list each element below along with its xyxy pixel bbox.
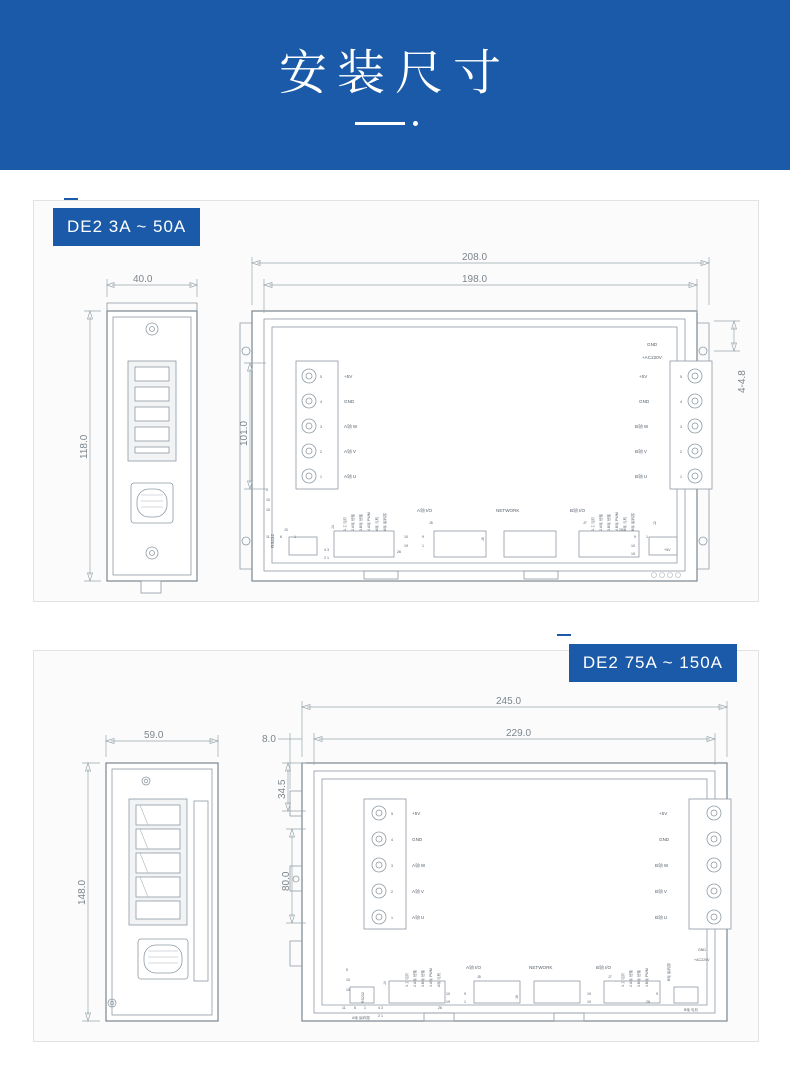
svg-text:B轴 电机: B轴 电机 — [684, 1008, 699, 1012]
svg-text:10: 10 — [346, 978, 350, 982]
svg-text:2 1: 2 1 — [378, 1014, 383, 1018]
svg-text:4 3: 4 3 — [378, 1006, 383, 1010]
svg-text:40.0: 40.0 — [133, 274, 153, 285]
svg-text:6: 6 — [280, 535, 282, 539]
svg-text:26: 26 — [646, 1000, 650, 1004]
svg-text:6: 6 — [354, 1006, 356, 1010]
svg-text:3: 3 — [680, 425, 682, 429]
svg-text:J5: J5 — [477, 975, 481, 979]
svg-text:1: 1 — [364, 1006, 366, 1010]
svg-text:B轴 V: B轴 V — [655, 889, 667, 894]
svg-text:11: 11 — [266, 535, 270, 539]
svg-text:4 3: 4 3 — [324, 548, 329, 552]
svg-text:19: 19 — [631, 552, 635, 556]
svg-text:10: 10 — [587, 1000, 591, 1004]
svg-text:+5V: +5V — [412, 811, 421, 816]
svg-text:19: 19 — [587, 992, 591, 996]
svg-text:4.A轴 PWM: 4.A轴 PWM — [367, 512, 371, 531]
svg-text:RS232: RS232 — [270, 533, 275, 548]
svg-text:3.B轴 使能: 3.B轴 使能 — [607, 513, 611, 531]
drawing-de2-3a-50a — [34, 201, 758, 601]
svg-text:80.0: 80.0 — [281, 871, 292, 891]
svg-text:19: 19 — [446, 1000, 450, 1004]
svg-text:+AC220V: +AC220V — [694, 958, 710, 962]
svg-text:1: 1 — [680, 475, 682, 479]
svg-text:1.主电源: 1.主电源 — [621, 973, 625, 987]
svg-text:10: 10 — [446, 992, 450, 996]
svg-text:A轴 编码器: A轴 编码器 — [352, 1016, 370, 1020]
svg-text:1: 1 — [294, 535, 296, 539]
svg-text:59.0: 59.0 — [144, 730, 164, 741]
svg-text:B轴 编码器: B轴 编码器 — [667, 963, 671, 981]
svg-text:B轴 编码器: B轴 编码器 — [631, 513, 635, 531]
svg-text:J4: J4 — [331, 525, 335, 529]
svg-text:19: 19 — [404, 544, 408, 548]
svg-text:2: 2 — [391, 890, 393, 894]
title-underline — [355, 122, 405, 125]
svg-text:B轴 电机: B轴 电机 — [623, 516, 627, 531]
svg-text:+5V: +5V — [344, 374, 353, 379]
svg-text:+5V: +5V — [664, 548, 671, 552]
svg-text:15: 15 — [346, 988, 350, 992]
tag-dash-2 — [557, 634, 571, 636]
svg-text:3.B轴 使能: 3.B轴 使能 — [421, 969, 425, 987]
svg-text:J6: J6 — [481, 537, 485, 541]
svg-text:1: 1 — [646, 535, 648, 539]
svg-text:10: 10 — [404, 535, 408, 539]
svg-text:NETWORK: NETWORK — [529, 965, 553, 970]
svg-text:2: 2 — [680, 450, 682, 454]
svg-text:A轴 电机: A轴 电机 — [375, 516, 379, 531]
svg-text:1: 1 — [464, 1000, 466, 1004]
svg-text:GND: GND — [639, 399, 650, 404]
svg-text:A轴 U: A轴 U — [344, 474, 357, 479]
svg-text:9: 9 — [634, 535, 636, 539]
svg-text:3.B轴 使能: 3.B轴 使能 — [359, 513, 363, 531]
svg-text:1: 1 — [391, 916, 393, 920]
svg-text:3: 3 — [320, 425, 322, 429]
svg-text:B轴 I/O: B轴 I/O — [596, 965, 612, 970]
svg-text:10: 10 — [631, 544, 635, 548]
svg-text:1: 1 — [320, 475, 322, 479]
svg-text:B轴 V: B轴 V — [635, 449, 647, 454]
svg-text:A轴 W: A轴 W — [344, 424, 358, 429]
drawing-de2-75a-150a — [34, 651, 758, 1041]
svg-text:10: 10 — [266, 498, 270, 502]
svg-text:GND: GND — [659, 837, 670, 842]
tag-dash-1 — [64, 198, 78, 200]
svg-text:B轴 W: B轴 W — [655, 863, 669, 868]
svg-text:A轴 V: A轴 V — [412, 889, 424, 894]
svg-text:5: 5 — [266, 488, 268, 492]
svg-text:+AC220V: +AC220V — [642, 355, 662, 360]
page-title: 安装尺寸 — [278, 47, 511, 100]
svg-text:148.0: 148.0 — [77, 879, 88, 905]
svg-text:J6: J6 — [515, 995, 519, 999]
svg-text:2.A轴 使能: 2.A轴 使能 — [599, 513, 603, 531]
svg-text:GND: GND — [698, 948, 706, 952]
svg-text:208.0: 208.0 — [462, 252, 488, 263]
svg-text:4: 4 — [391, 838, 393, 842]
svg-text:4: 4 — [680, 400, 682, 404]
svg-text:1.主电源: 1.主电源 — [405, 973, 409, 987]
svg-text:J7: J7 — [583, 521, 587, 525]
svg-text:A轴 电机: A轴 电机 — [437, 972, 441, 987]
svg-text:GND: GND — [412, 837, 423, 842]
title-dot — [413, 121, 418, 126]
svg-text:A轴 编码器: A轴 编码器 — [383, 513, 387, 531]
svg-text:26: 26 — [438, 1006, 442, 1010]
svg-text:1.主电源: 1.主电源 — [591, 517, 595, 531]
svg-text:118.0: 118.0 — [79, 434, 90, 459]
svg-text:34.5: 34.5 — [277, 779, 288, 799]
svg-text:+5V: +5V — [639, 374, 648, 379]
svg-text:3: 3 — [391, 864, 393, 868]
svg-text:26: 26 — [397, 550, 401, 554]
svg-text:GND: GND — [344, 399, 355, 404]
svg-text:A轴 I/O: A轴 I/O — [417, 508, 433, 513]
svg-text:+5V: +5V — [659, 811, 668, 816]
svg-text:4-4.8: 4-4.8 — [737, 370, 748, 393]
svg-text:J5: J5 — [429, 521, 433, 525]
svg-text:4.B轴 PWM: 4.B轴 PWM — [645, 968, 649, 987]
svg-text:2.A轴 使能: 2.A轴 使能 — [629, 969, 633, 987]
svg-text:B轴 U: B轴 U — [635, 474, 648, 479]
svg-text:15: 15 — [266, 508, 270, 512]
svg-text:B轴 U: B轴 U — [655, 915, 668, 920]
svg-text:8.0: 8.0 — [262, 734, 276, 745]
svg-text:2 1: 2 1 — [324, 556, 329, 560]
section-tag-de2-75a-150a: DE2 75A ~ 150A — [569, 644, 737, 682]
svg-text:B轴 I/O: B轴 I/O — [570, 508, 586, 513]
diagram-panel-de2-3a-50a — [33, 200, 759, 602]
svg-text:J2: J2 — [653, 521, 657, 525]
svg-text:4.B轴 PWM: 4.B轴 PWM — [615, 512, 619, 531]
svg-text:26: 26 — [619, 528, 623, 532]
svg-text:229.0: 229.0 — [506, 728, 532, 739]
svg-text:245.0: 245.0 — [496, 696, 522, 707]
svg-text:J7: J7 — [608, 975, 612, 979]
svg-text:J4: J4 — [383, 981, 387, 985]
page-header-banner — [0, 0, 790, 170]
svg-text:4.A轴 PWM: 4.A轴 PWM — [429, 968, 433, 987]
svg-text:2.A轴 使能: 2.A轴 使能 — [351, 513, 355, 531]
svg-text:5: 5 — [320, 375, 322, 379]
svg-text:9: 9 — [422, 535, 424, 539]
svg-text:1: 1 — [422, 544, 424, 548]
svg-text:2: 2 — [320, 450, 322, 454]
svg-text:1.主电源: 1.主电源 — [343, 517, 347, 531]
svg-text:198.0: 198.0 — [462, 274, 488, 285]
svg-text:RS232: RS232 — [361, 992, 365, 1003]
svg-text:9: 9 — [464, 992, 466, 996]
svg-text:9: 9 — [656, 992, 658, 996]
svg-text:101.0: 101.0 — [239, 420, 250, 446]
svg-text:5: 5 — [680, 375, 682, 379]
svg-text:4: 4 — [320, 400, 322, 404]
svg-text:5: 5 — [391, 812, 393, 816]
svg-text:A轴 I/O: A轴 I/O — [466, 965, 482, 970]
svg-text:J3: J3 — [284, 528, 288, 532]
svg-text:5: 5 — [346, 968, 348, 972]
svg-text:B轴 W: B轴 W — [635, 424, 649, 429]
svg-text:GND: GND — [647, 342, 658, 347]
svg-text:A轴 V: A轴 V — [344, 449, 356, 454]
diagram-panel-de2-75a-150a — [33, 650, 759, 1042]
svg-text:A轴 U: A轴 U — [412, 915, 425, 920]
section-tag-de2-3a-50a: DE2 3A ~ 50A — [53, 208, 200, 246]
svg-text:A轴 W: A轴 W — [412, 863, 426, 868]
svg-text:2.A轴 使能: 2.A轴 使能 — [413, 969, 417, 987]
svg-text:NETWORK: NETWORK — [496, 508, 520, 513]
svg-text:11: 11 — [342, 1006, 346, 1010]
svg-text:3.B轴 使能: 3.B轴 使能 — [637, 969, 641, 987]
